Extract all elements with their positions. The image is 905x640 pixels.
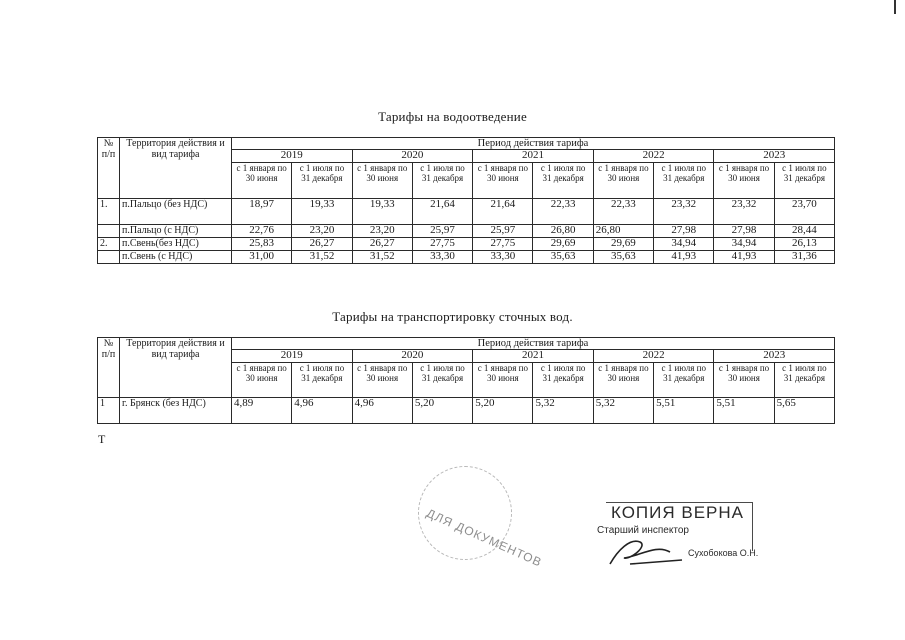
tariff-cell: 27,98: [714, 225, 774, 238]
row-territory: п.Свень(без НДС): [120, 238, 232, 251]
tariff-cell: 19,33: [292, 199, 352, 225]
row-territory: п.Свень (с НДС): [120, 251, 232, 264]
copy-stamp-signer: Сухобокова О.Н.: [688, 548, 759, 558]
row-no: [98, 251, 120, 264]
tariff-cell: 23,20: [292, 225, 352, 238]
header-period: Период действия тарифа: [232, 138, 835, 150]
header-territory: Территория действия и вид тарифа: [120, 338, 232, 398]
header-no: № п/п: [98, 338, 120, 398]
wastewater-tariff-table: [97, 137, 835, 264]
tariff-cell: 31,36: [774, 251, 834, 264]
round-stamp-text: ДЛЯ ДОКУМЕНТОВ: [424, 506, 545, 570]
tariff-cell: 21,64: [473, 199, 533, 225]
header-sub-h2: с 1 июля по 31 декабря: [292, 163, 352, 199]
header-year: 2019: [232, 150, 353, 163]
tariff-cell: 31,52: [352, 251, 412, 264]
tariff-cell: 5,65: [774, 398, 834, 424]
tariff-cell: 31,00: [232, 251, 292, 264]
header-no: № п/п: [98, 138, 120, 199]
header-year: 2022: [593, 150, 714, 163]
sewage-transport-tariff-table: [97, 337, 835, 424]
row-territory: п.Пальцо (с НДС): [120, 225, 232, 238]
tariff-cell: 22,33: [593, 199, 653, 225]
signature-icon: [600, 530, 690, 570]
scan-edge-mark: [894, 0, 896, 14]
header-sub-h1: с 1 января по 30 июня: [232, 363, 292, 398]
tariff-cell: 4,96: [292, 398, 352, 424]
tariff-cell: 22,33: [533, 199, 593, 225]
row-no: [98, 225, 120, 238]
tariff-cell: 29,69: [593, 238, 653, 251]
header-sub-h2: с 1 июля по 31 декабря: [774, 163, 834, 199]
table2-title: Тарифы на транспортировку сточных вод.: [332, 309, 573, 324]
table1-title: Тарифы на водоотведение: [378, 109, 527, 124]
row-territory: г. Брянск (без НДС): [120, 398, 232, 424]
header-year: 2023: [714, 150, 835, 163]
table-row: [98, 238, 835, 251]
tariff-cell: 34,94: [654, 238, 714, 251]
header-year: 2021: [473, 350, 594, 363]
tariff-cell: 21,64: [412, 199, 472, 225]
tariff-cell: 29,69: [533, 238, 593, 251]
copy-stamp-title: КОПИЯ ВЕРНА: [611, 503, 745, 522]
header-year: 2020: [352, 150, 473, 163]
tariff-cell: 22,76: [232, 225, 292, 238]
header-sub-h2: с 1 июля по 31 декабря: [654, 363, 714, 398]
tariff-cell: 4,89: [232, 398, 292, 424]
tariff-cell: 41,93: [654, 251, 714, 264]
tariff-cell: 5,32: [533, 398, 593, 424]
row-territory: п.Пальцо (без НДС): [120, 199, 232, 225]
table-row: [98, 398, 835, 424]
table-row: [98, 225, 835, 238]
table-row: [98, 199, 835, 225]
tariff-cell: 25,83: [232, 238, 292, 251]
header-period: Период действия тарифа: [232, 338, 835, 350]
tariff-cell: 33,30: [473, 251, 533, 264]
tariff-cell: 5,32: [593, 398, 653, 424]
tariff-cell: 33,30: [412, 251, 472, 264]
header-sub-h1: с 1 января по 30 июня: [714, 363, 774, 398]
tariff-cell: 23,20: [352, 225, 412, 238]
tariff-cell: 25,97: [473, 225, 533, 238]
tariff-cell: 28,44: [774, 225, 834, 238]
header-sub-h2: с 1 июля по 31 декабря: [533, 163, 593, 199]
tariff-cell: 5,51: [654, 398, 714, 424]
tariff-cell: 18,97: [232, 199, 292, 225]
header-territory: Территория действия и вид тарифа: [120, 138, 232, 199]
tariff-cell: 23,32: [714, 199, 774, 225]
tariff-cell: 35,63: [593, 251, 653, 264]
header-sub-h1: с 1 января по 30 июня: [473, 163, 533, 199]
header-year: 2019: [232, 350, 353, 363]
tariff-cell: 41,93: [714, 251, 774, 264]
copy-stamp-position: Старший инспектор: [597, 525, 689, 536]
header-year: 2021: [473, 150, 594, 163]
stray-character: Т: [98, 432, 106, 446]
header-sub-h2: с 1 июля по 31 декабря: [654, 163, 714, 199]
tariff-cell: 5,20: [473, 398, 533, 424]
tariff-cell: 34,94: [714, 238, 774, 251]
header-sub-h2: с 1 июля по 31 декабря: [292, 363, 352, 398]
tariff-cell: 35,63: [533, 251, 593, 264]
header-year: 2020: [352, 350, 473, 363]
header-sub-h2: с 1 июля по 31 декабря: [412, 163, 472, 199]
tariff-cell: 26,27: [292, 238, 352, 251]
header-sub-h1: с 1 января по 30 июня: [473, 363, 533, 398]
header-year: 2023: [714, 350, 835, 363]
tariff-cell: 19,33: [352, 199, 412, 225]
header-sub-h1: с 1 января по 30 июня: [714, 163, 774, 199]
row-no: 2.: [98, 238, 120, 251]
row-no: 1: [98, 398, 120, 424]
header-sub-h1: с 1 января по 30 июня: [232, 163, 292, 199]
tariff-cell: 5,51: [714, 398, 774, 424]
header-sub-h1: с 1 января по 30 июня: [593, 163, 653, 199]
header-sub-h1: с 1 января по 30 июня: [593, 363, 653, 398]
header-sub-h2: с 1 июля по 31 декабря: [412, 363, 472, 398]
tariff-cell: 26,80: [593, 225, 653, 238]
header-year: 2022: [593, 350, 714, 363]
tariff-cell: 25,97: [412, 225, 472, 238]
header-sub-h1: с 1 января по 30 июня: [352, 363, 412, 398]
table-row: [98, 251, 835, 264]
tariff-cell: 23,32: [654, 199, 714, 225]
tariff-cell: 26,13: [774, 238, 834, 251]
header-sub-h1: с 1 января по 30 июня: [352, 163, 412, 199]
tariff-cell: 26,80: [533, 225, 593, 238]
header-sub-h2: с 1 июля по 31 декабря: [533, 363, 593, 398]
tariff-cell: 4,96: [352, 398, 412, 424]
tariff-cell: 31,52: [292, 251, 352, 264]
tariff-cell: 23,70: [774, 199, 834, 225]
tariff-cell: 5,20: [412, 398, 472, 424]
tariff-cell: 26,27: [352, 238, 412, 251]
row-no: 1.: [98, 199, 120, 225]
tariff-cell: 27,75: [473, 238, 533, 251]
tariff-cell: 27,75: [412, 238, 472, 251]
header-sub-h2: с 1 июля по 31 декабря: [774, 363, 834, 398]
tariff-cell: 27,98: [654, 225, 714, 238]
